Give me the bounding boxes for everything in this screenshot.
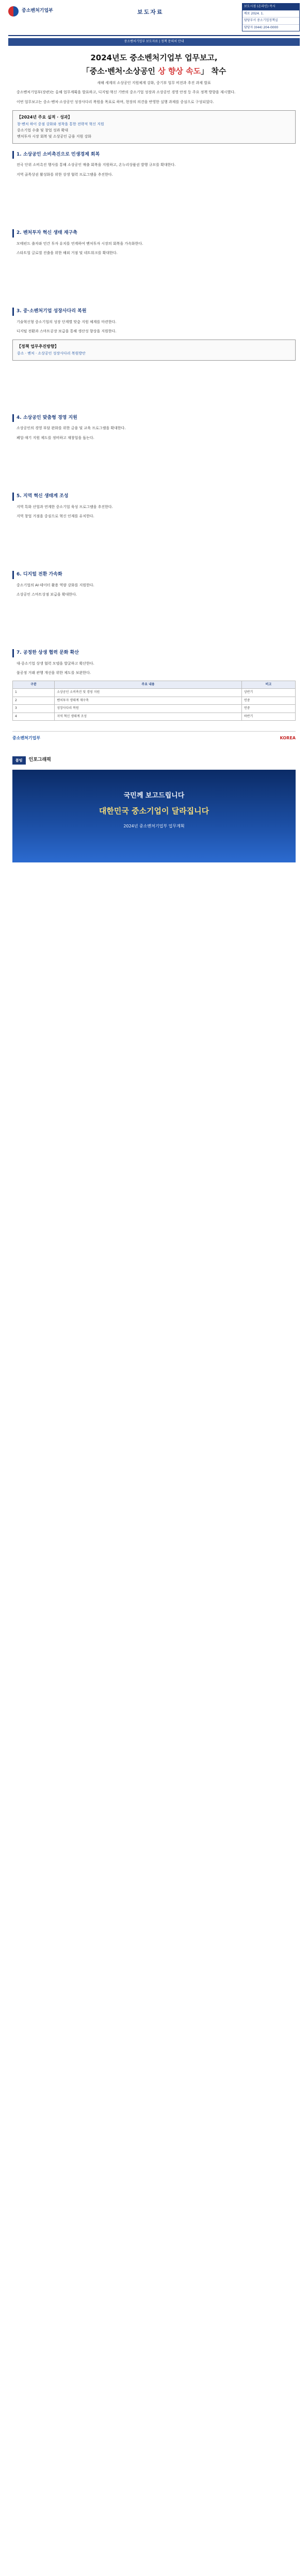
- section-para: 지역 창업 거점을 중심으로 혁신 인재를 유치한다.: [17, 514, 94, 518]
- meta-row: 담당부서 중소기업정책실: [242, 18, 299, 25]
- summary-table: [12, 681, 296, 721]
- section-heading: 1. 소상공인 소비촉진으로 민생경제 회복: [12, 151, 296, 159]
- title-highlight: 상 향상 속도: [158, 66, 201, 76]
- meta-box: [242, 3, 300, 31]
- doc-type: 보도자료: [137, 9, 164, 15]
- table-row: [13, 705, 296, 713]
- section-heading: 2. 벤처투자 혁신 생태 재구축: [12, 229, 296, 238]
- section-para: 중소기업의 AI·데이터 활용 역량 강화를 지원한다.: [17, 583, 94, 587]
- table-cell: 4: [13, 713, 55, 721]
- table-header-row: [13, 681, 296, 689]
- table-header-cell: 구분: [13, 681, 55, 689]
- section-para: 지역 골목상권 활성화를 위한 상생 협력 프로그램을 추진한다.: [17, 172, 113, 177]
- section-para: 스타트업 글로벌 진출을 위한 해외 거점 및 네트워크를 확대한다.: [17, 250, 118, 255]
- notice-box: [12, 340, 296, 360]
- table-cell: 3: [13, 705, 55, 713]
- taegeuk-icon: [8, 6, 19, 16]
- section-heading: 5. 지역 혁신 생태계 조성: [12, 493, 296, 501]
- banner-line-1: 국민께 보고드립니다: [123, 792, 185, 800]
- table-cell: 2: [13, 697, 55, 705]
- section-para: 소상공인의 경영 부담 완화를 위한 금융 및 교육 프로그램을 확대한다.: [17, 426, 126, 431]
- meta-row: 담당자 (044) 204-0000: [244, 25, 279, 29]
- section-heading: 7. 공정한 상생 협력 문화 확산: [12, 649, 296, 657]
- table-row: [13, 689, 296, 697]
- attachment-heading: [12, 756, 296, 765]
- section-para: 디지털 전환과 스마트공장 보급을 통해 생산성 향상을 지원한다.: [17, 329, 117, 333]
- table-cell: 성장사다리 복원: [55, 705, 242, 713]
- table-header-cell: 비고: [241, 681, 295, 689]
- meta-row: 배포 2024. 1.: [242, 11, 299, 18]
- intro-para: 중소벤처기업부(장관)는 올해 업무계획을 발표하고, 디지털·혁신 기반의 중소기업 성장과 소상공인 경영 안정 등 주요 정책 방향을 제시했다.: [17, 90, 236, 95]
- org-name: 중소벤처기업부: [22, 8, 53, 14]
- attachment-tag: 붙임: [12, 756, 26, 765]
- footer-logos: [12, 731, 296, 742]
- section-para: 기술혁신형 중소기업의 성장 단계별 맞춤 지원 체계를 마련한다.: [17, 319, 117, 324]
- title-part: 「중소·벤처·소상공인: [82, 66, 155, 76]
- table-cell: 연중: [241, 705, 295, 713]
- table-cell: 지역 혁신 생태계 조성: [55, 713, 242, 721]
- summary-box: [12, 110, 296, 144]
- summary-line: 벤처투자 시장 회복 및 소상공인 금융 지원 강화: [17, 134, 92, 139]
- footer-brand-logo: KOREA: [280, 736, 296, 740]
- notice-head: 【정책 업무추진방향】: [17, 344, 59, 349]
- table-cell: 소상공인 소비촉진 및 경영 지원: [55, 689, 242, 697]
- table-row: [13, 697, 296, 705]
- title-line-1: 2024년도 중소벤처기업부 업무보고,: [90, 53, 218, 62]
- contact-bar: 중소벤처기업부 보도자료 | 정책 문의처 안내: [8, 38, 300, 46]
- section-para: 모태펀드 출자와 민간 투자 유치를 연계하여 벤처투자 시장의 회복을 가속화한다.: [17, 241, 143, 246]
- section-para: 전국 단위 소비촉진 행사를 통해 소상공인 매출 회복을 지원하고, 온누리상품권 발행 규모를 확대한다.: [17, 163, 176, 167]
- summary-line: 중소기업 수출 및 창업 성과 확대: [17, 128, 69, 132]
- header: [8, 0, 300, 36]
- summary-sub: 창·벤처 하이 중점 강화와 정착을 통한 전략적 혁신 지원: [17, 122, 104, 126]
- summary-head: 【2024년 주요 실적 · 성과】: [17, 114, 72, 120]
- table-cell: 벤처투자 생태계 재구축: [55, 697, 242, 705]
- section-heading: 4. 소상공인 맞춤형 경영 지원: [12, 414, 296, 422]
- table-cell: 연중: [241, 697, 295, 705]
- section-para: 지역 특화 산업과 연계한 중소기업 육성 프로그램을 추진한다.: [17, 504, 113, 509]
- intro-para: 이번 업무보고는 중소·벤처·소상공인 성장사다리 복원을 목표로 하며, 현장의 의견을 반영한 실행 과제를 중심으로 구성되었다.: [17, 99, 214, 104]
- section-para: 불공정 거래 관행 개선을 위한 제도를 보완한다.: [17, 671, 91, 675]
- table-cell: 상반기: [241, 689, 295, 697]
- intro-section: [12, 89, 296, 721]
- section-para: 소상공인 스마트상점 보급을 확대한다.: [17, 592, 77, 597]
- table-cell: 1: [13, 689, 55, 697]
- subtitle: 새해 세계의 소상공인 지원체계 강화, 중기부 업무 비전과 추진 과제 발표: [97, 81, 211, 85]
- footer-org-logo: 중소벤처기업부: [12, 736, 41, 740]
- title-line-2: [8, 64, 300, 78]
- section-para: 대·중소기업 상생 협력 모델을 발굴하고 확산한다.: [17, 662, 94, 666]
- section-heading: 3. 중·소벤처기업 성장사다리 복원: [12, 308, 296, 316]
- table-row: [13, 713, 296, 721]
- banner-line-3: 2024년 중소벤처기업부 업무계획: [123, 824, 185, 829]
- banner-line-2: 대한민국 중소기업이 달라집니다: [99, 806, 209, 816]
- table-header-cell: 주요 내용: [55, 681, 242, 689]
- section-heading: 6. 디지털 전환 가속화: [12, 571, 296, 579]
- infographic-banner: [12, 770, 296, 862]
- title-block: [8, 51, 300, 87]
- title-part: 」 착수: [201, 66, 226, 76]
- notice-sub: 중소 · 벤처 · 소상공인 성장사다리 복원방안: [17, 351, 86, 356]
- section-para: 폐업·재기 지원 제도를 정비하고 재창업을 돕는다.: [17, 435, 94, 440]
- table-cell: 하반기: [241, 713, 295, 721]
- org-logo: [8, 6, 53, 16]
- attachment-title: 인포그래픽: [28, 757, 52, 763]
- meta-row: 보도시점 (온라인) 즉시: [242, 4, 299, 11]
